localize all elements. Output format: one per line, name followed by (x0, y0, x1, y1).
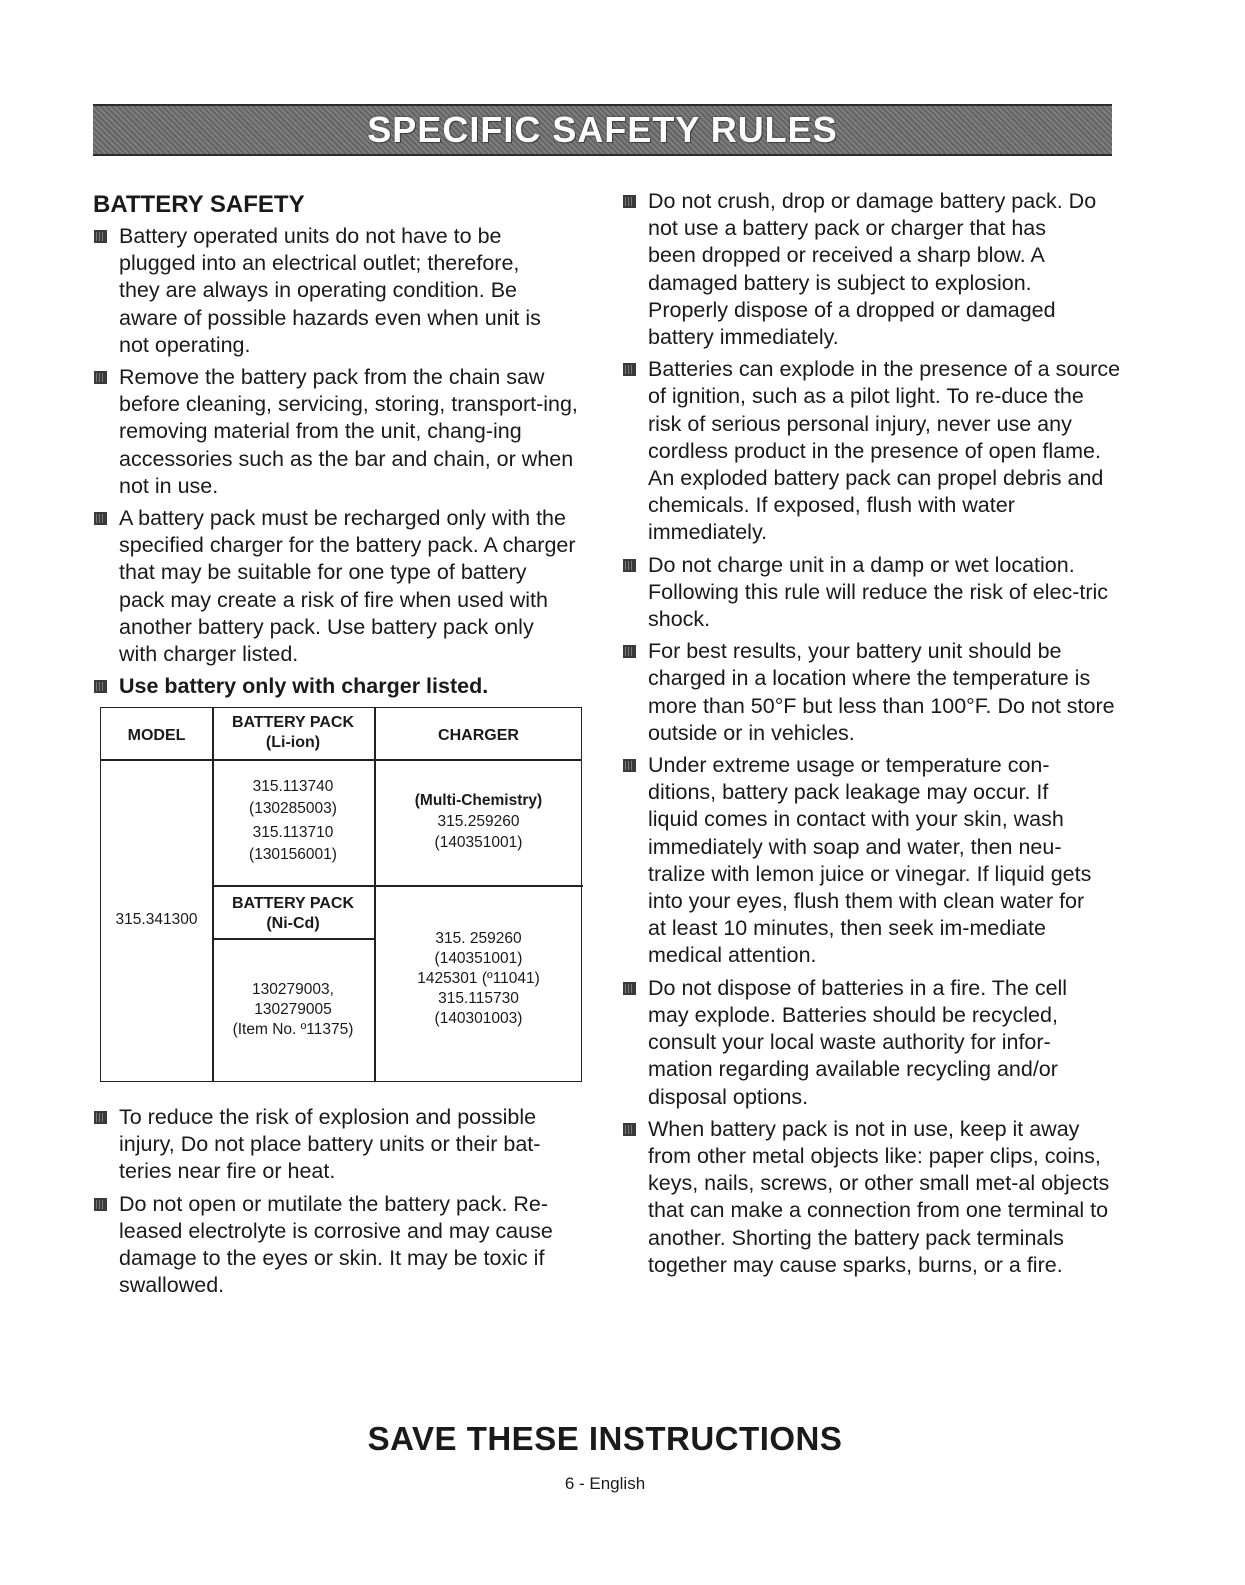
left-column-lower (93, 1104, 613, 1304)
table-divider (101, 759, 581, 761)
table-cell-line: 1425301 (º11041) (417, 970, 540, 987)
bullet-item (622, 638, 1116, 747)
bullet-text: When battery pack is not in use, keep it away from other metal objects like: paper clips, coins, keys, nails, screws, or other small met-al objects that can make a connection from one terminal to another. Shorting the battery pack terminals together may cause sparks, burns, or a fire. (648, 1116, 1110, 1277)
bullet-item (622, 552, 1118, 634)
table-cell-line: (140301003) (434, 1010, 523, 1027)
bullet-item (93, 223, 548, 359)
square-bullet-icon (623, 645, 636, 658)
bullet-text: Do not dispose of batteries in a fire. The cell may explode. Batteries should be recycled, consult your local waste authority for infor-mation regarding available recycling and/or disposal options. (648, 975, 1068, 1109)
table-cell-line: 315.259260 (437, 813, 520, 830)
header-line: BATTERY PACK (231, 895, 355, 912)
square-bullet-icon (94, 680, 107, 693)
save-instructions-title: SAVE THESE INSTRUCTIONS (367, 1420, 843, 1457)
bullet-item (622, 752, 1102, 970)
bullet-text: Do not charge unit in a damp or wet location. Following this rule will reduce the risk of elec-tric shock. (648, 552, 1109, 632)
model-cell: 315.341300 (115, 911, 198, 928)
square-bullet-icon (94, 1198, 107, 1211)
table-cell-line: (130156001) (249, 846, 337, 863)
table-cell-line: 315.113710 (252, 824, 334, 841)
page-number: 6 - English (564, 1474, 646, 1493)
bullet-text: Use battery only with charger listed. (119, 674, 489, 699)
bullet-text: Battery operated units do not have to be plugged into an electrical outlet; therefore, they are always in operating condition. Be aware of possible hazards even when unit is not operating. (119, 224, 541, 357)
header-line: BATTERY PACK (231, 714, 355, 731)
table-cell-line: 315.113740 (252, 778, 334, 795)
square-bullet-icon (623, 195, 636, 208)
table-header-battery-pack (212, 713, 374, 753)
table-cell-line: 315.115730 (438, 990, 519, 1007)
table-header-model: MODEL (127, 727, 186, 744)
table-header-nicd-pack (212, 894, 374, 934)
table-divider (212, 938, 374, 940)
bullet-text: Do not crush, drop or damage battery pack. Do not use a battery pack or charger that has been dropped or received a sharp blow. A damaged battery is subject to explosion. Properly dispose of a dropped or damaged battery immediately. (648, 189, 1097, 350)
square-bullet-icon (623, 759, 636, 772)
bullet-item (93, 1104, 573, 1186)
header-line: (Ni-Cd) (266, 915, 320, 932)
right-column (622, 188, 1122, 1284)
section-banner (93, 104, 1112, 156)
table-cell-line: (130285003) (249, 800, 337, 817)
table-cell-line: (Multi-Chemistry) (414, 792, 543, 809)
li-ion-packs-cell (212, 776, 374, 866)
nicd-packs-cell (212, 980, 374, 1040)
table-header-charger: CHARGER (438, 727, 519, 744)
square-bullet-icon (623, 1123, 636, 1136)
bullet-text: Batteries can explode in the presence of a source of ignition, such as a pilot light. To re-duce the risk of serious personal injury, never use any cordless product in the presence of open flame. An exploded battery pack can propel debris and chemicals. If exposed, flush with water immediately. (648, 357, 1121, 545)
table-cell-line: (Item No. º11375) (232, 1021, 354, 1038)
bullet-item (93, 1191, 588, 1300)
bullet-text: To reduce the risk of explosion and possible injury, Do not place battery units or their bat-teries near fire or heat. (119, 1105, 541, 1184)
nicd-charger-cell (374, 929, 583, 1029)
square-bullet-icon (94, 1111, 107, 1124)
bullet-text: For best results, your battery unit should be charged in a location where the temperature is more than 50°F but less than 100°F. Do not store outside or in vehicles. (648, 639, 1115, 745)
table-divider (212, 885, 583, 887)
li-ion-charger-cell (374, 790, 583, 853)
header-line: (Li-ion) (265, 734, 321, 751)
table-cell-line: (140351001) (434, 950, 523, 967)
section-heading: BATTERY SAFETY (93, 191, 305, 218)
bullet-item (93, 364, 588, 500)
bullet-text: Under extreme usage or temperature con-ditions, battery pack leakage may occur. If liquid comes in contact with your skin, wash immediately with soap and water, then neu-tralize with lemon juice or vinegar. If liquid gets into your eyes, flush them with clean water for at least 10 minutes, then seek im-mediate medical attention. (648, 753, 1092, 968)
square-bullet-icon (623, 363, 636, 376)
square-bullet-icon (623, 559, 636, 572)
bullet-item (622, 1116, 1120, 1279)
bullet-item (93, 505, 576, 668)
bullet-item-bold (93, 673, 588, 700)
bullet-text: A battery pack must be recharged only with the specified charger for the battery pack. A charger that may be suitable for one type of battery pack may create a risk of fire when used with another battery pack. Use battery pack only with charger listed. (119, 506, 576, 667)
square-bullet-icon (623, 982, 636, 995)
square-bullet-icon (94, 230, 107, 243)
bullet-text: Do not open or mutilate the battery pack. Re-leased electrolyte is corrosive and may cause damage to the eyes or skin. It may be toxic if swallowed. (119, 1191, 553, 1298)
battery-charger-table (100, 707, 582, 1082)
bullet-item (622, 975, 1104, 1111)
square-bullet-icon (94, 512, 107, 525)
bullet-item (622, 356, 1122, 546)
table-cell-line: 315. 259260 (435, 930, 522, 947)
table-cell-line: 130279003, (252, 981, 334, 998)
square-bullet-icon (94, 371, 107, 384)
banner-title: SPECIFIC SAFETY RULES (367, 109, 838, 150)
bullet-text: Remove the battery pack from the chain saw before cleaning, servicing, storing, transport-ing, removing material from the unit, chang-ing accessories such as the bar and chain, or when not in use. (119, 365, 578, 498)
bullet-item (622, 188, 1097, 351)
table-cell-line: 130279005 (254, 1001, 332, 1018)
left-column (93, 188, 613, 705)
table-cell-line: (140351001) (434, 834, 523, 851)
